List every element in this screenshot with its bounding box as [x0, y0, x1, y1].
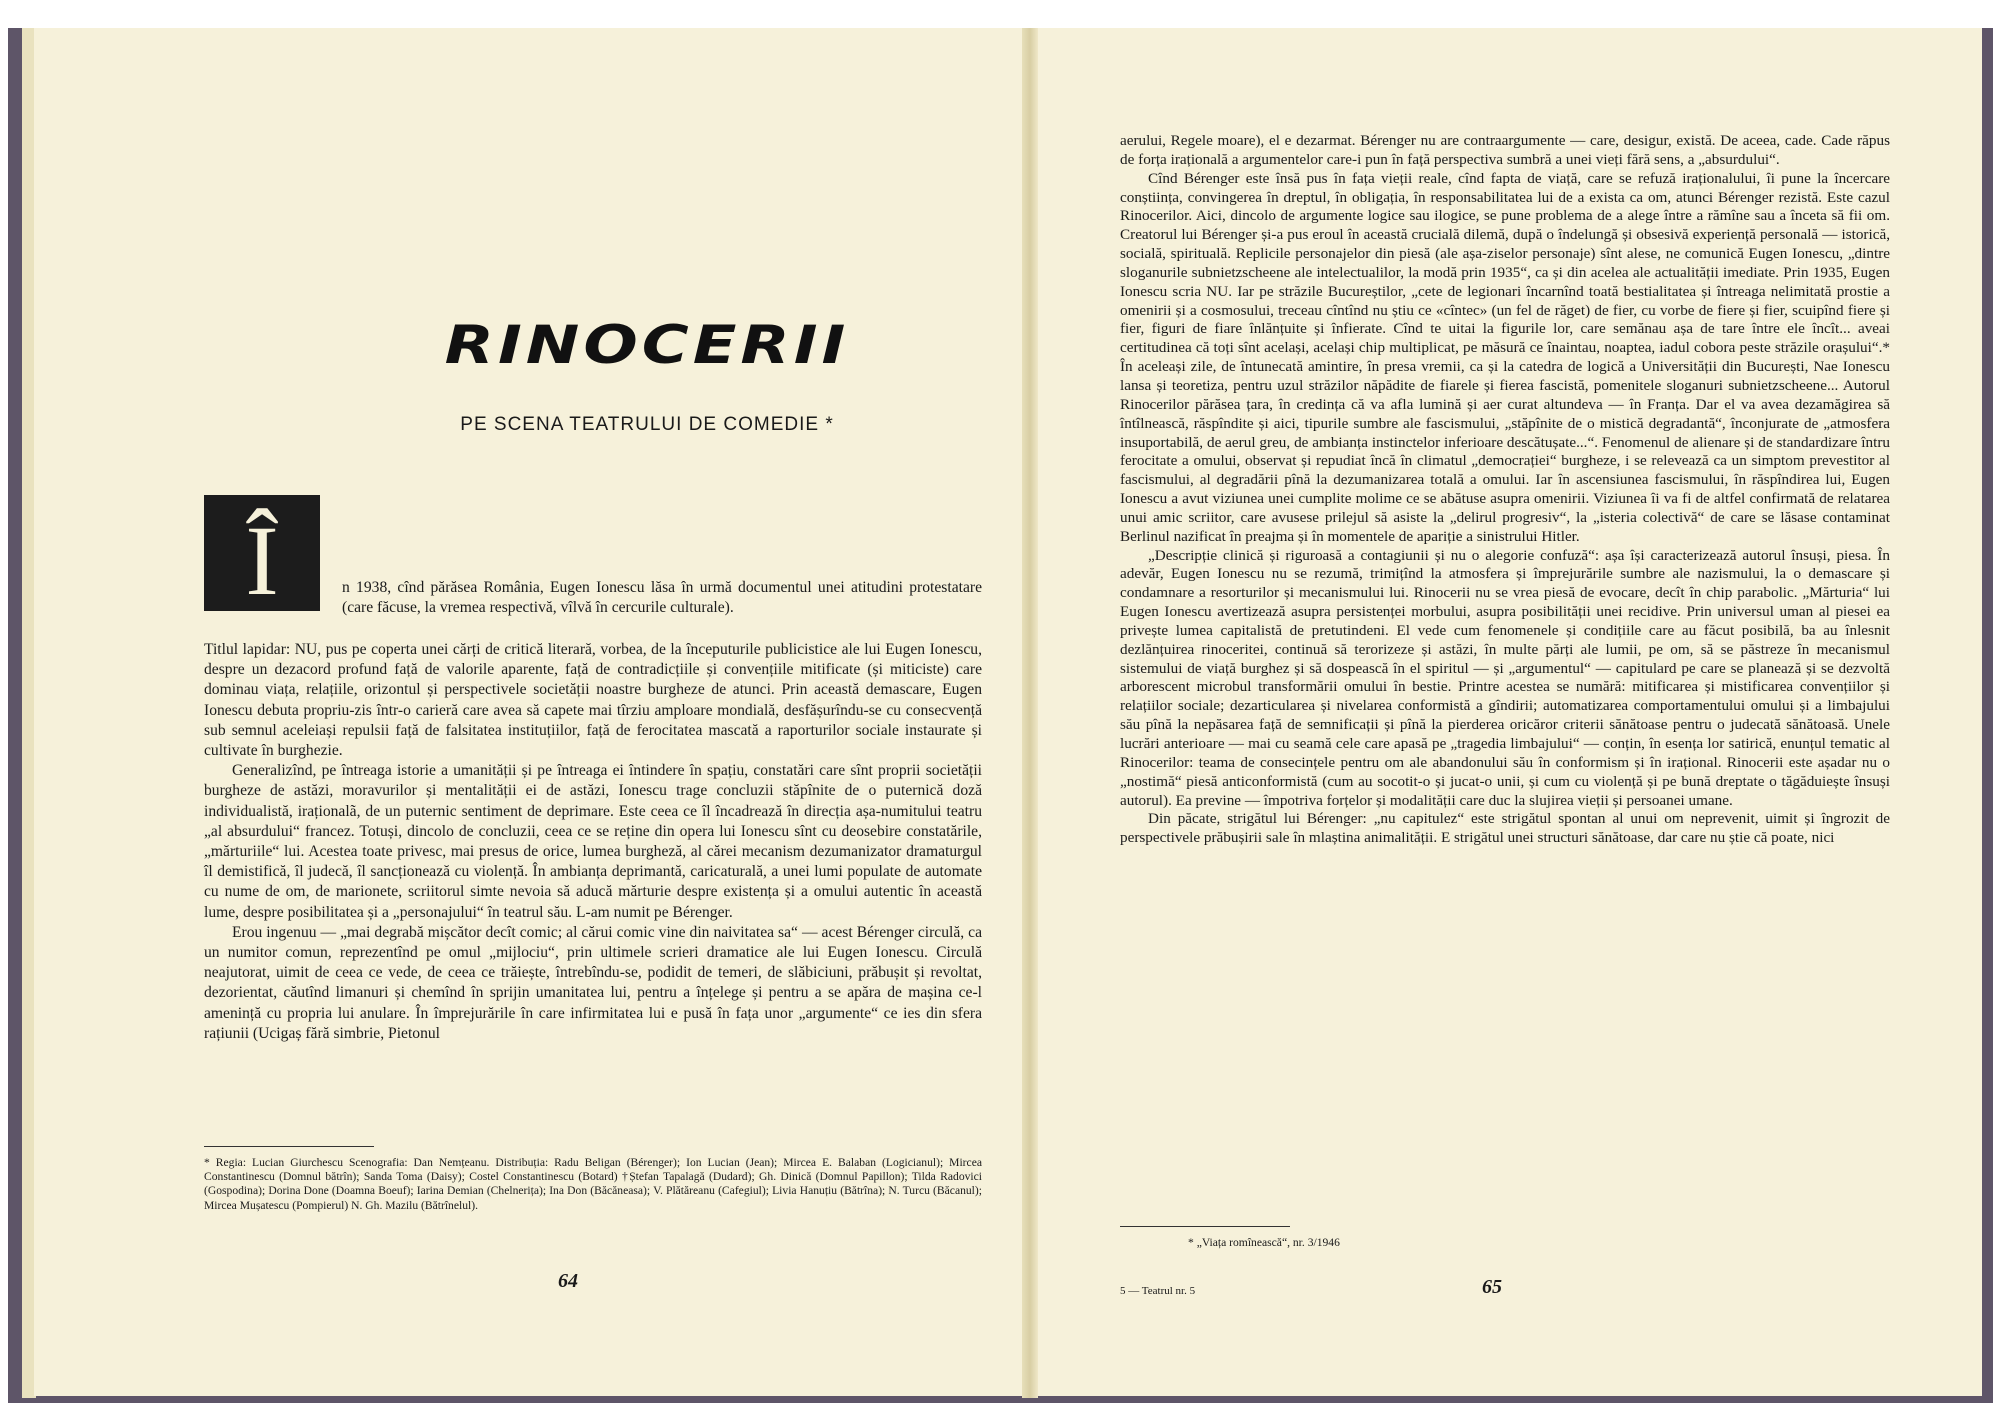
left-paragraph: Generalizînd, pe întreaga istorie a umanității și pe întreaga ei întindere în spațiu, constatări care sînt proprii societății burgheze de astăzi, moravurilor și mentalității ei de astăzi, Ionescu trage concluzii stăpînite de o puternică doză individualistă, iraționalã, de un puternic sentiment de deprimare. Este ceea ce îl încadrează în direcția așa-numitului teatru „al absurdului“ francez. Totuși, dincolo de concluzii, ceea ce se reține din opera lui Ionescu sînt cu deosebire constatările, „mărturiile“ lui. Acestea toate privesc, mai presus de orice, lumea burgheză, al cărei mecanism dezumanizator dramaturgul îl demistifică, îl judecă, îl sancționează cu violență. În ambianța deprimantă, caricaturală, a unei lumi populate de automate cu nume de om, de marionete, scriitorul simte nevoia să aducă mărturie despre existența și a omului autentic în această lume, despre posibilitatea și a „personajului“ în teatrul său. L-am numit pe Bérenger. — [204, 762, 982, 921]
right-column-text — [1120, 132, 1890, 848]
right-paragraph: Din păcate, strigătul lui Bérenger: „nu capitulez“ este strigătul spontan al unui om neprevenit, uimit și îngrozit de perspectivele prăbușirii sale în mlaștina animalității. E strigătul unei structuri sănătoase, dar care nu știe că poate, nici — [1120, 810, 1890, 847]
signature-mark: 5 — Teatrul nr. 5 — [1120, 1285, 1196, 1297]
left-paragraph: Erou ingenuu — „mai degrabă mișcător decît comic; al cărui comic vine din naivitatea sa“ — acest Bérenger circulă, ca un numitor comun, reprezentînd pe omul „mijlociu“, prin ultimele scrieri dramatice ale lui Eugen Ionescu. Circulă neajutorat, uimit de ceea ce vede, de ceea ce trăiește, întrebîndu-se, podidit de temeri, de slăbiciuni, prăbușit și revoltat, dezorientat, căutînd limanuri și chemînd în sprijin umanitatea lui, pentru a înțelege și pentru a se apăra de mașina ce-l amenință cu propria lui anulare. În împrejurările în care infirmitatea lui e pusă în fața unor „argumente“ ce ies din sfera rațiunii (Ucigaș fără simbrie, Pietonul — [204, 923, 982, 1042]
left-paragraph: Titlul lapidar: NU, pus pe coperta unei cărți de critică literară, vorbea, de la începuturile publicistice ale lui Eugen Ionescu, despre un dezacord profund față de valorile aparente, față de contradicțiile și convențiile mitificate (și miticiste) care dominau viața, relațiile, orizontul și perspectivele societății noastre burgheze de atunci. Prin această demascare, Eugen Ionescu debuta propriu-zis într-o carieră care avea să capete mai tîrziu amploare mondială, desfășurîndu-se cu consecvență sub semnul aceleiași repulsii față de falsitatea instituțiilor, față de ferocitatea mascată a raporturilor sociale instaurate și cultivate în burghezie. — [204, 641, 982, 760]
right-paragraph: „Descripție clinică și riguroasă a contagiunii și nu o alegorie confuză“: așa își caracterizează autorul însuși, piesa. În adevăr, Eugen Ionescu nu se rezumă, trimițînd la atmosfera și împrejurările sumbre ale nazismului, la o demascare și condamnare a resorturilor și mecanismului lui. Rinocerii nu se vrea piesă de evocare, decît în chip parabolic. „Mărturia“ lui Eugen Ionescu avertizează asupra persistenței morbului, asupra posibilității unei recidive. Prin universul uman al piesei ea privește lumea capitalistă de pretutindeni. El vede cum fenomenele și condițiile care au făcut posibilă, ba au înlesnit dezlănțuirea rinoceritei, continuă să terorizeze și astăzi, în multe părți ale lumii, pe om, să se păstreze în mecanismul sistemului de viață burghez și să dospească în el spiritul — și „argumentul“ — capitulard pe care se planează și se dezvoltă arborescent microbul transformării omului în bestie. Printre acestea se numără: mitificarea și mistificarea convențiilor și relațiilor sociale; dezarticularea și nivelarea conformistă a gîndirii; automatizarea comportamentului omului și a limbajului său pînă la nepăsarea față de semnificații și pînă la pierderea oricăror criterii sănătoase pentru o judecată sănătoasă. Unele lucrări anterioare — mai cu seamă cele care apasă pe „tragedia limbajului“ — conțin, în esența lor satirică, enunțul tematic al Rinocerilor: teama de consecințele pentru om ale abandonului său în conformism și în irațional. Rinocerii este așadar nu o „nostimă“ piesă anticonformistă (cum au socotit-o și jucat-o unii, și cum cu violență și pe bună dreptate o tăgăduiește însuși autorul). Ea previne — împotriva forțelor și modalității care duc la slujirea vieții și persoanei umane. — [1120, 546, 1890, 809]
right-paragraph: aerului, Regele moare), el e dezarmat. Bérenger nu are contraargumente — care, desigur, există. De aceea, cade. Cade răpus de forța irațională a argumentelor care-i pun în față perspectiva sumbră a unei vieți fără sens, a „absurdului“. — [1120, 132, 1890, 168]
book-gutter — [1022, 28, 1038, 1398]
left-column-text — [204, 640, 982, 1044]
article-title: RINOCERII — [444, 315, 850, 377]
right-footnote-rule — [1120, 1226, 1290, 1227]
right-footnote: * „Viața romînească“, nr. 3/1946 — [1188, 1236, 1340, 1249]
right-page-number: 65 — [1482, 1276, 1502, 1298]
right-paragraph: Cînd Bérenger este însă pus în fața vieții reale, cînd fapta de viață, care se refuză iraționalului, îi pune la încercare conștiința, convingerea în dreptul, în obligația, în responsabilitatea lui de a exista ca om, atunci Bérenger rezistă. Este cazul Rinocerilor. Aici, dincolo de argumente logice sau ilogice, se pune problema de a alege între a rămîne sau a înceta să fii om. Creatorul lui Bérenger și-a pus eroul în această crucială dilemă, după o îndelungă și obsesivă experiență personală — istorică, socială, spirituală. Replicile personajelor din piesă (ale așa-ziselor personaje) sînt alese, ne comunică Eugen Ionescu, „dintre sloganurile subnietzscheene ale intelectualilor, la modă prin 1935“, ca și din acelea ale actualității imediate. Prin 1935, Eugen Ionescu scria NU. Iar pe străzile Bucureștilor, „cete de legionari încarnînd toată bestialitatea și întreaga nelimitată prostie a omenirii și a cosmosului, treceau cîntînd nu știu ce «cîntec» (un fel de răget) de fier, cu vorbe de fiere și fier, scuipînd fiere și fier, figuri de fiare înlănțuite și înfierate. Cînd te uitai la figurile lor, care semănau așa de tare între ele încît... aveai certitudinea că toți sînt același, același chip multiplicat, pe măsură ce înaintau, noaptea, iadul cobora peste străzile orașului“.* În aceleași zile, de întunecată amintire, în presa vremii, ca și la catedra de logică a Universității din București, Nae Ionescu lansa și teoretiza, pentru uzul străzilor năpădite de fiarele și fierea fascistă, pomenitele sloganuri subnietzscheene... Autorul Rinocerilor părăsea țara, în credința că va afla lumină și aer curat altundeva — în Franța. Dar el va avea dezamăgirea să întîlnească, răspîndite și aici, tipurile sumbre ale fascismului, „stăpînite de o mistică degradantă“, înconjurate de „atmosfera insuportabilă, de aerul greu, de ambianța instinctelor inferioare descătușate...“. Fenomenul de alienare și de standardizare întru ferocitate a omului, observat și repudiat încă în climatul „democrației“ burgheze, i se relevează ca un simptom prevestitor al fascismului, al degradării pînă la dezumanizarea totală a omului. Iar în ascensiunea fascismului, în răspîndirea lui, Eugen Ionescu a avut viziunea unei cumplite molime ce se abătuse asupra omenirii. Viziunea îi va fi de altfel confirmată de relatarea unui amic scriitor, care avusese prilejul să asiste la „delirul progresiv“, la „isteria colectivă“ de care se lăsase contaminat Berlinul nazificat în preajma și în momentele de apariție a sinistrului Hitler. — [1120, 169, 1890, 545]
first-paragraph: n 1938, cînd părăsea România, Eugen Ionescu lăsa în urmă documentul unei atitudini protestatare (care făcuse, la vremea respectivă, vîlvă în cercurile culturale). — [342, 579, 982, 617]
left-footnote-rule — [204, 1146, 374, 1147]
drop-cap: Î — [204, 495, 320, 611]
left-footnote: * Regia: Lucian Giurchescu Scenografia: Dan Nemțeanu. Distribuția: Radu Beligan (Bérenger); Ion Lucian (Jean); Mircea E. Balaban (Logicianul); Mircea Constantinescu (Domnul bătrîn); Sanda Toma (Daisy); Costel Constantinescu (Botard) †Ștefan Tapalagă (Dudard); Gh. Dinică (Domnul Papillon); Tilda Radovici (Gospodina); Dorina Done (Doamna Boeuf); Iarina Demian (Chelnerița); Ina Don (Băcăneasa); V. Plătăreanu (Cafegiul); Livia Hanuțiu (Bătrîna); N. Turcu (Băcanul); Mircea Mușatescu (Pompierul) N. Gh. Mazilu (Bătrînelul). — [204, 1156, 982, 1212]
left-first-lines — [342, 578, 982, 618]
article-subtitle: PE SCENA TEATRULUI DE COMEDIE * — [460, 414, 834, 435]
left-page-number: 64 — [558, 1270, 578, 1292]
